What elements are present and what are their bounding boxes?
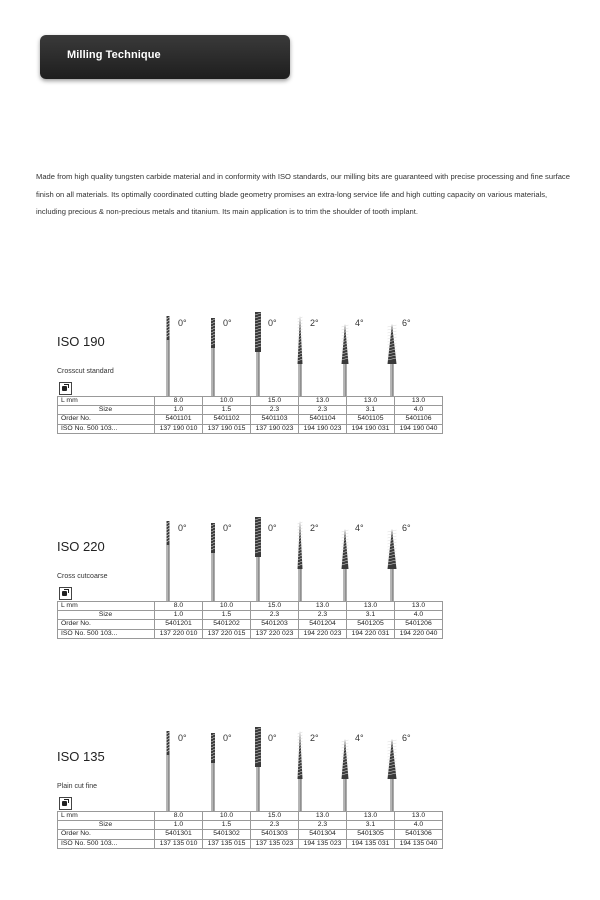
header-title: Milling Technique — [67, 49, 161, 61]
header-bar — [40, 35, 290, 79]
milling-bit-icon — [250, 515, 266, 605]
cone-angle-label: 0° — [223, 318, 232, 328]
spec-cell: 194 220 031 — [347, 629, 395, 638]
section-iso-220 — [0, 515, 600, 675]
cone-angle-label: 0° — [268, 733, 277, 743]
cone-angle-label: 6° — [402, 523, 411, 533]
cone-angle-label: 2° — [310, 733, 319, 743]
spec-cell: 10.0 — [203, 397, 251, 406]
spec-cell: 5401104 — [299, 415, 347, 424]
milling-bit-icon — [205, 725, 221, 815]
milling-bit-icon — [292, 310, 308, 400]
spec-cell: 1.0 — [155, 821, 203, 830]
spec-cell: 8.0 — [155, 397, 203, 406]
spec-cell: 137 190 023 — [251, 424, 299, 433]
spec-cell: 1.5 — [203, 821, 251, 830]
table-row — [58, 839, 443, 848]
spec-cell: 15.0 — [251, 602, 299, 611]
spec-cell: 5401203 — [251, 620, 299, 629]
intro-paragraph: Made from high quality tungsten carbide material and in conformity with ISO standards, our milling bits are guaranteed with precise processing and fine surface finish on all materials. Its optimally coordinated cutting blade geometry promises an extra-long service life and high cutting capacity on various materials, including precious & non-precious metals and titanium. Its main application is to trim the shoulder of tooth implant. — [36, 172, 570, 216]
row-label: Size — [58, 611, 155, 620]
spec-cell: 137 220 010 — [155, 629, 203, 638]
spec-cell: 194 135 031 — [347, 839, 395, 848]
table-row — [58, 629, 443, 638]
cone-angle-label: 4° — [355, 733, 364, 743]
milling-bit-icon — [160, 310, 176, 400]
table-row — [58, 406, 443, 415]
milling-bit-icon — [384, 515, 400, 605]
spec-cell: 5401206 — [395, 620, 443, 629]
spec-cell: 15.0 — [251, 812, 299, 821]
spec-cell: 5401106 — [395, 415, 443, 424]
spec-cell: 1.0 — [155, 406, 203, 415]
spec-cell: 137 220 015 — [203, 629, 251, 638]
spec-cell: 194 135 040 — [395, 839, 443, 848]
spec-table — [57, 601, 443, 639]
spec-cell: 5401205 — [347, 620, 395, 629]
spec-cell: 13.0 — [299, 602, 347, 611]
row-label: Order No. — [58, 415, 155, 424]
milling-bit-icon — [337, 725, 353, 815]
milling-bit-icon — [384, 310, 400, 400]
table-row — [58, 830, 443, 839]
cone-angle-label: 0° — [223, 733, 232, 743]
product-subtitle: Crosscut standard — [57, 368, 114, 375]
row-label: Order No. — [58, 830, 155, 839]
section-iso-190 — [0, 310, 600, 470]
spec-cell: 3.1 — [347, 406, 395, 415]
spec-cell: 194 190 023 — [299, 424, 347, 433]
spec-cell: 137 135 015 — [203, 839, 251, 848]
cone-angle-label: 4° — [355, 523, 364, 533]
safety-warning-icon — [59, 797, 72, 810]
spec-cell: 194 190 031 — [347, 424, 395, 433]
milling-bit-icon — [292, 515, 308, 605]
spec-cell: 13.0 — [347, 602, 395, 611]
spec-cell: 194 220 023 — [299, 629, 347, 638]
iso-title: ISO 135 — [57, 749, 105, 764]
safety-warning-icon — [59, 587, 72, 600]
spec-cell: 4.0 — [395, 821, 443, 830]
spec-cell: 13.0 — [347, 397, 395, 406]
spec-cell: 5401304 — [299, 830, 347, 839]
spec-cell: 8.0 — [155, 812, 203, 821]
table-row — [58, 397, 443, 406]
cone-angle-label: 2° — [310, 318, 319, 328]
row-label: Order No. — [58, 620, 155, 629]
spec-cell: 4.0 — [395, 406, 443, 415]
row-label: ISO No. 500 103... — [58, 839, 155, 848]
spec-cell: 13.0 — [395, 812, 443, 821]
spec-cell: 2.3 — [299, 821, 347, 830]
spec-cell: 13.0 — [347, 812, 395, 821]
spec-cell: 5401305 — [347, 830, 395, 839]
safety-warning-icon — [59, 382, 72, 395]
spec-cell: 194 220 040 — [395, 629, 443, 638]
spec-cell: 1.5 — [203, 611, 251, 620]
row-label: Size — [58, 821, 155, 830]
table-row — [58, 415, 443, 424]
spec-table — [57, 396, 443, 434]
spec-cell: 5401204 — [299, 620, 347, 629]
milling-bit-icon — [205, 310, 221, 400]
row-label: ISO No. 500 103... — [58, 629, 155, 638]
table-row — [58, 424, 443, 433]
cone-angle-label: 0° — [268, 523, 277, 533]
spec-cell: 5401202 — [203, 620, 251, 629]
row-label: L mm — [58, 602, 155, 611]
product-subtitle: Plain cut fine — [57, 783, 98, 790]
cone-angle-label: 0° — [268, 318, 277, 328]
spec-cell: 4.0 — [395, 611, 443, 620]
spec-cell: 1.0 — [155, 611, 203, 620]
milling-bit-icon — [160, 515, 176, 605]
table-row — [58, 611, 443, 620]
cone-angle-label: 6° — [402, 318, 411, 328]
table-row — [58, 602, 443, 611]
spec-cell: 15.0 — [251, 397, 299, 406]
spec-cell: 1.5 — [203, 406, 251, 415]
milling-bit-icon — [250, 310, 266, 400]
spec-cell: 2.3 — [251, 821, 299, 830]
spec-cell: 10.0 — [203, 602, 251, 611]
spec-cell: 13.0 — [299, 397, 347, 406]
spec-cell: 137 135 023 — [251, 839, 299, 848]
cone-angle-label: 0° — [178, 318, 187, 328]
spec-cell: 10.0 — [203, 812, 251, 821]
table-row — [58, 620, 443, 629]
spec-cell: 5401105 — [347, 415, 395, 424]
spec-cell: 5401201 — [155, 620, 203, 629]
milling-bit-icon — [250, 725, 266, 815]
spec-cell: 13.0 — [395, 602, 443, 611]
cone-angle-label: 0° — [178, 523, 187, 533]
cone-angle-label: 6° — [402, 733, 411, 743]
cone-angle-label: 2° — [310, 523, 319, 533]
spec-cell: 5401302 — [203, 830, 251, 839]
milling-bit-icon — [337, 515, 353, 605]
row-label: L mm — [58, 397, 155, 406]
spec-cell: 3.1 — [347, 611, 395, 620]
spec-cell: 2.3 — [299, 406, 347, 415]
spec-cell: 2.3 — [299, 611, 347, 620]
iso-title: ISO 190 — [57, 334, 105, 349]
spec-cell: 2.3 — [251, 611, 299, 620]
milling-bit-icon — [205, 515, 221, 605]
cone-angle-label: 0° — [223, 523, 232, 533]
spec-cell: 137 220 023 — [251, 629, 299, 638]
spec-cell: 5401301 — [155, 830, 203, 839]
row-label: ISO No. 500 103... — [58, 424, 155, 433]
product-subtitle: Cross cutcoarse — [57, 573, 108, 580]
row-label: Size — [58, 406, 155, 415]
spec-cell: 137 190 015 — [203, 424, 251, 433]
spec-cell: 5401101 — [155, 415, 203, 424]
table-row — [58, 812, 443, 821]
spec-cell: 8.0 — [155, 602, 203, 611]
row-label: L mm — [58, 812, 155, 821]
milling-bit-icon — [337, 310, 353, 400]
spec-cell: 5401103 — [251, 415, 299, 424]
cone-angle-label: 0° — [178, 733, 187, 743]
cone-angle-label: 4° — [355, 318, 364, 328]
spec-cell: 137 135 010 — [155, 839, 203, 848]
table-row — [58, 821, 443, 830]
spec-cell: 3.1 — [347, 821, 395, 830]
spec-cell: 5401303 — [251, 830, 299, 839]
spec-cell: 194 135 023 — [299, 839, 347, 848]
milling-bit-icon — [384, 725, 400, 815]
spec-cell: 5401306 — [395, 830, 443, 839]
milling-bit-icon — [160, 725, 176, 815]
spec-cell: 2.3 — [251, 406, 299, 415]
iso-title: ISO 220 — [57, 539, 105, 554]
spec-cell: 137 190 010 — [155, 424, 203, 433]
spec-cell: 194 190 040 — [395, 424, 443, 433]
milling-bit-icon — [292, 725, 308, 815]
section-iso-135 — [0, 725, 600, 885]
spec-table — [57, 811, 443, 849]
spec-cell: 13.0 — [395, 397, 443, 406]
spec-cell: 13.0 — [299, 812, 347, 821]
spec-cell: 5401102 — [203, 415, 251, 424]
